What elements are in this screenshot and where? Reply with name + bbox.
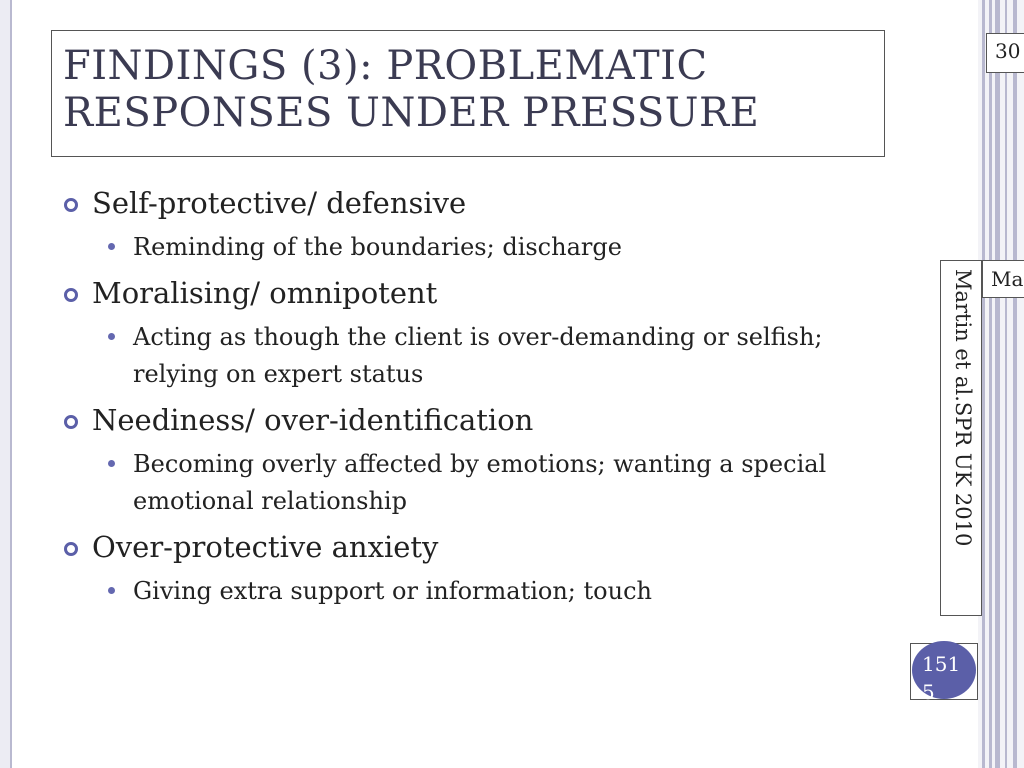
citation-text: Martin et al.SPR UK 2010 [951, 269, 975, 547]
sub-bullet-text: Becoming overly affected by emotions; wanting a special emotional relationship [133, 450, 827, 515]
dot-bullet-icon [108, 333, 115, 340]
bullet-list [62, 185, 832, 619]
sub-bullet-text: Reminding of the boundaries; discharge [133, 233, 622, 261]
bullet-item [62, 529, 832, 565]
citation-box [940, 260, 982, 616]
left-edge-stripe [0, 0, 12, 768]
dot-bullet-icon [108, 587, 115, 594]
bullet-item [62, 185, 832, 221]
sub-bullet-item [62, 573, 832, 610]
bullet-text: Over-protective anxiety [92, 530, 439, 564]
slide-number: 1515 [922, 652, 961, 704]
sub-bullet-item [62, 229, 832, 266]
ring-bullet-icon [64, 288, 78, 302]
bullet-item [62, 402, 832, 438]
ring-bullet-icon [64, 415, 78, 429]
slide-title: FINDINGS (3): PROBLEMATIC RESPONSES UNDER PRESSURE [63, 43, 760, 136]
bullet-text: Self-protective/ defensive [92, 186, 467, 220]
ring-bullet-icon [64, 542, 78, 556]
bullet-text: Neediness/ over-identification [92, 403, 534, 437]
bullet-item [62, 275, 832, 311]
dot-bullet-icon [108, 460, 115, 467]
sub-bullet-item [62, 446, 832, 520]
side-label: Ma [991, 267, 1024, 291]
page-number-box [986, 33, 1024, 73]
ring-bullet-icon [64, 198, 78, 212]
sub-bullet-item [62, 319, 832, 393]
title-box [51, 30, 885, 157]
right-decorative-stripes [978, 0, 1024, 768]
dot-bullet-icon [108, 243, 115, 250]
sub-bullet-text: Giving extra support or information; touch [133, 577, 652, 605]
sub-bullet-text: Acting as though the client is over-demanding or selfish; relying on expert status [133, 323, 823, 388]
bullet-text: Moralising/ omnipotent [92, 276, 438, 310]
page-number: 30 [995, 39, 1021, 63]
side-label-box [982, 260, 1024, 298]
